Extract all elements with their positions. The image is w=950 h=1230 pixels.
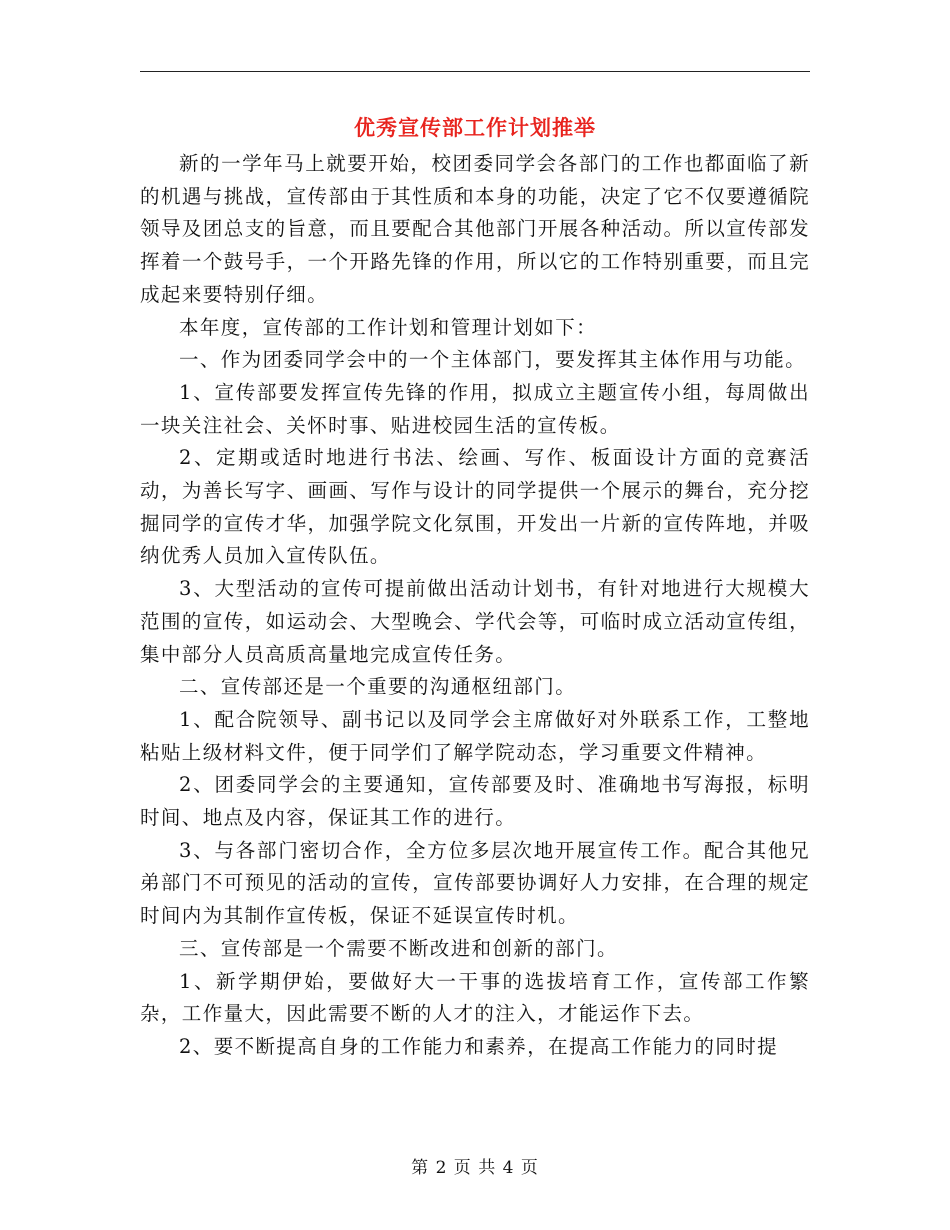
paragraph: 三、宣传部是一个需要不断改进和创新的部门。 xyxy=(179,936,618,960)
paragraph: 二、宣传部还是一个重要的沟通枢纽部门。 xyxy=(179,675,577,699)
paragraph: 2、团委同学会的主要通知，宣传部要及时、准确地书写海报，标明时间、地点及内容，保证其工作的进行。 xyxy=(140,773,810,830)
paragraph: 2、定期或适时地进行书法、绘画、写作、板面设计方面的竞赛活动，为善长写字、画画、写作与设计的同学提供一个展示的舞台，充分挖掘同学的宣传才华，加强学院文化氛围，开发出一片新的宣传阵地，并吸纳优秀人员加入宣传队伍。 xyxy=(140,446,810,568)
paragraph: 2、要不断提高自身的工作能力和素养，在提高工作能力的同时提 xyxy=(179,1034,779,1058)
paragraph: 本年度，宣传部的工作计划和管理计划如下： xyxy=(179,315,598,339)
document-title: 优秀宣传部工作计划推举 xyxy=(354,116,596,140)
paragraph: 1、新学期伊始，要做好大一干事的选拔培育工作，宣传部工作繁杂，工作量大，因此需要不断的人才的注入，才能运作下去。 xyxy=(140,969,810,1026)
paragraph: 3、与各部门密切合作，全方位多层次地开展宣传工作。配合其他兄弟部门不可预见的活动的宣传，宣传部要协调好人力安排，在合理的规定时间内为其制作宣传板，保证不延误宣传时机。 xyxy=(140,838,810,928)
paragraph: 3、大型活动的宣传可提前做出活动计划书，有针对地进行大规模大范围的宣传，如运动会、大型晚会、学代会等，可临时成立活动宣传组，集中部分人员高质高量地完成宣传任务。 xyxy=(140,577,810,666)
paragraph: 新的一学年马上就要开始，校团委同学会各部门的工作也都面临了新的机遇与挑战，宣传部由于其性质和本身的功能，决定了它不仅要遵循院领导及团总支的旨意，而且要配合其他部门开展各种活动。所以宣传部发挥着一个鼓号手，一个开路先锋的作用，所以它的工作特别重要，而且完成起来要特别仔细。 xyxy=(140,152,810,306)
paragraph: 一、作为团委同学会中的一个主体部门，要发挥其主体作用与功能。 xyxy=(179,348,807,372)
page-footer: 第 2 页 共 4 页 xyxy=(411,1158,539,1178)
document-body xyxy=(140,148,810,1064)
header-rule xyxy=(140,71,810,72)
paragraph: 1、宣传部要发挥宣传先锋的作用，拟成立主题宣传小组，每周做出一块关注社会、关怀时事、贴进校园生活的宣传板。 xyxy=(140,380,810,437)
paragraph: 1、配合院领导、副书记以及同学会主席做好对外联系工作，工整地粘贴上级材料文件，便于同学们了解学院动态，学习重要文件精神。 xyxy=(140,707,810,764)
